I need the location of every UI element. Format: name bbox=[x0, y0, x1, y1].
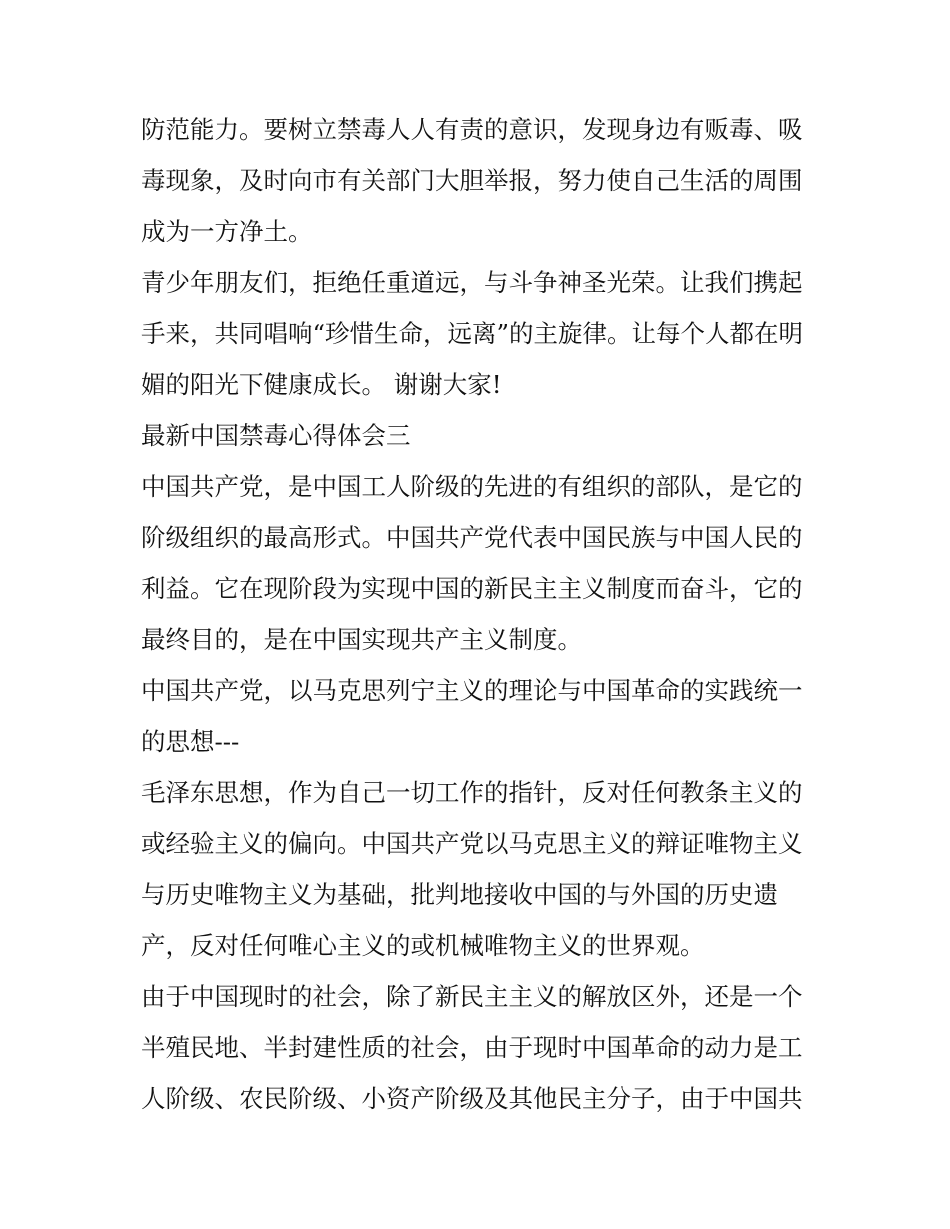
text-line: 或经验主义的偏向。中国共产党以马克思主义的辩证唯物主义 bbox=[141, 829, 803, 858]
text-line: 毛泽东思想，作为自己一切工作的指针，反对任何教条主义的 bbox=[141, 778, 803, 807]
text-line: 成为一方净土。 bbox=[141, 217, 313, 246]
text-line: 人阶级、农民阶级、小资产阶级及其他民主分子，由于中国共 bbox=[141, 1084, 803, 1113]
text-line: 半殖民地、半封建性质的社会，由于现时中国革命的动力是工 bbox=[141, 1033, 803, 1062]
text-line: 手来，共同唱响“珍惜生命，远离”的主旋律。让每个人都在明 bbox=[141, 319, 804, 348]
text-line: 中国共产党，以马克思列宁主义的理论与中国革命的实践统一 bbox=[141, 676, 803, 705]
document-body bbox=[141, 104, 817, 1124]
text-line: 防范能力。要树立禁毒人人有责的意识，发现身边有贩毒、吸 bbox=[141, 115, 803, 144]
text-line: 的思想--- bbox=[141, 727, 240, 756]
text-line: 阶级组织的最高形式。中国共产党代表中国民族与中国人民的 bbox=[141, 523, 803, 552]
text-line: 青少年朋友们，拒绝任重道远，与斗争神圣光荣。让我们携起 bbox=[141, 268, 803, 297]
text-line: 由于中国现时的社会，除了新民主主义的解放区外，还是一个 bbox=[141, 982, 803, 1011]
text-line: 中国共产党，是中国工人阶级的先进的有组织的部队，是它的 bbox=[141, 472, 803, 501]
text-line: 最终目的，是在中国实现共产主义制度。 bbox=[141, 625, 582, 654]
text-line: 毒现象，及时向市有关部门大胆举报，努力使自己生活的周围 bbox=[141, 166, 803, 195]
section-heading: 最新中国禁毒心得体会三 bbox=[141, 421, 411, 450]
text-line: 与历史唯物主义为基础，批判地接收中国的与外国的历史遗 bbox=[141, 880, 778, 909]
text-line: 利益。它在现阶段为实现中国的新民主主义制度而奋斗，它的 bbox=[141, 574, 803, 603]
text-line: 产，反对任何唯心主义的或机械唯物主义的世界观。 bbox=[141, 931, 705, 960]
text-line: 媚的阳光下健康成长。 谢谢大家! bbox=[141, 370, 502, 399]
